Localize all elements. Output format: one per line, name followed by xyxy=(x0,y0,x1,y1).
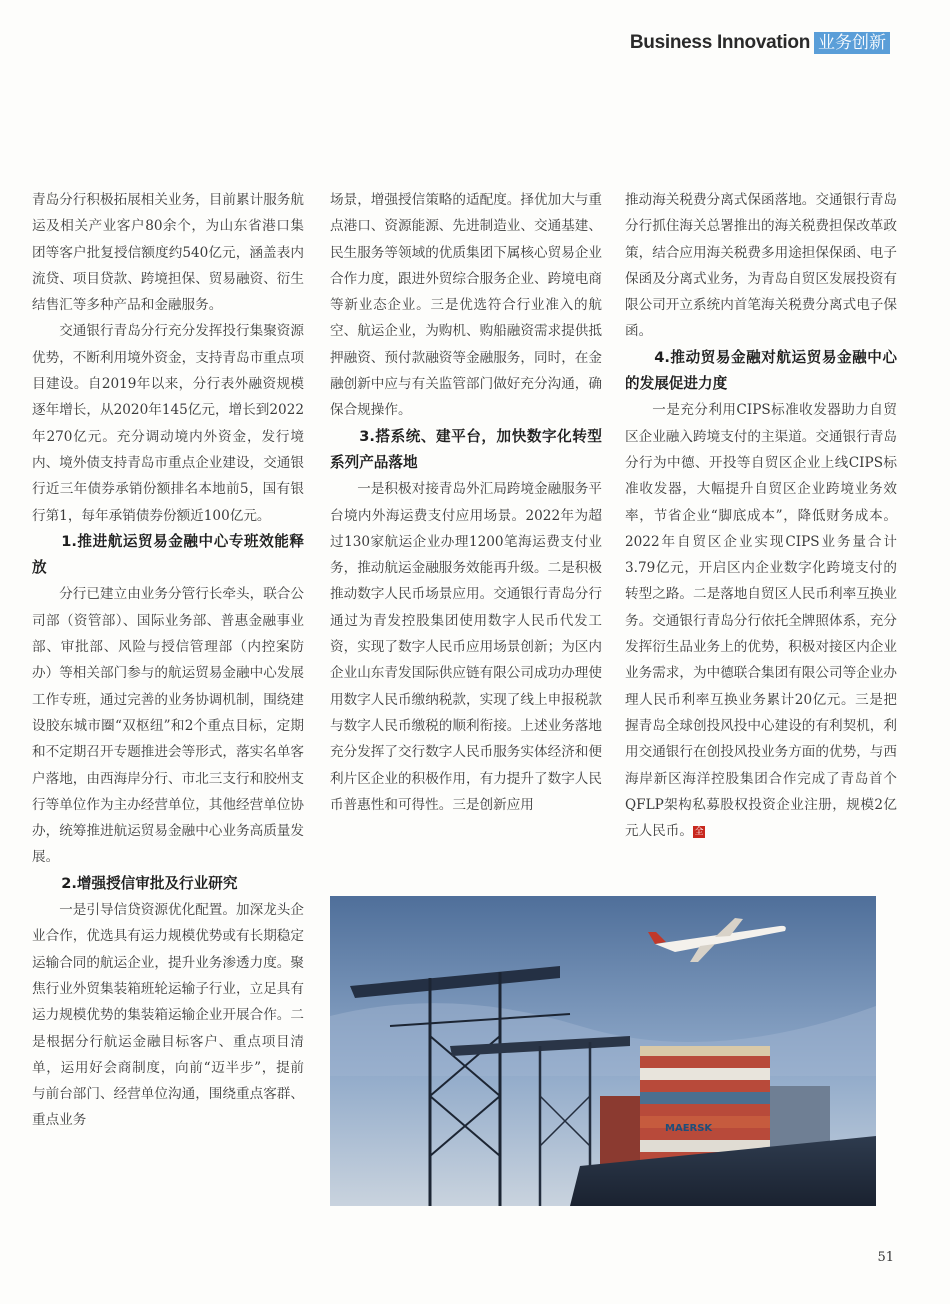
paragraph: 一是引导信贷资源优化配置。加深龙头企业合作，优选具有运力规模优势或有长期稳定运输合同的航运企业，提升业务渗透力度。聚焦行业外贸集装箱班轮运输子行业，立足具有运力规模优势的集装箱运输企业开展合作。二是根据分行航运金融目标客户、重点项目清单，运用好会商制度，向前“迈半步”，提前与前台部门、经营单位沟通，围绕重点客群、重点业务 xyxy=(32,902,304,1129)
section-heading-4: 4.推动贸易金融对航运贸易金融中心的发展促进力度 xyxy=(625,348,897,393)
paragraph: 推动海关税费分离式保函落地。交通银行青岛分行抓住海关总署推出的海关税费担保改革政策，结合应用海关税费多用途担保保函、电子保函及分离式业务，为青岛自贸区发展投资有限公司开立系统内首笔海关税费分离式电子保函。 xyxy=(625,192,897,340)
article-column-2 xyxy=(330,187,602,818)
paragraph xyxy=(625,397,897,844)
paragraph: 青岛分行积极拓展相关业务，目前累计服务航运及相关产业客户80余个，为山东省港口集团等客户批复授信额度约540亿元，涵盖表内流贷、项目贷款、跨境担保、贸易融资、衍生结售汇等多种产品和金融服务。 xyxy=(32,192,304,314)
page-header xyxy=(630,32,890,54)
section-heading-1: 1.推进航运贸易金融中心专班效能释放 xyxy=(32,532,304,577)
section-heading-3: 3.搭系统、建平台，加快数字化转型系列产品落地 xyxy=(330,427,602,471)
ship-name-label: MAERSK xyxy=(665,1123,713,1134)
article-column-1 xyxy=(32,187,304,1134)
paragraph: 场景，增强授信策略的适配度。择优加大与重点港口、资源能源、先进制造业、交通基建、民生服务等领域的优质集团下属核心贸易企业合作力度，跟进外贸综合服务企业、跨境电商等新业态企业。三是优选符合行业准入的航空、航运企业，为购机、购船融资需求提供抵押融资、预付款融资等金融服务，同时，在金融创新中应与有关监管部门做好充分沟通，确保合规操作。 xyxy=(330,192,602,419)
paragraph: 交通银行青岛分行充分发挥投行集聚资源优势，不断利用境外资金，支持青岛市重点项目建设。自2019年以来，分行表外融资规模逐年增长，从2020年145亿元，增长到2022年270亿元。充分调动境内外资金，发行境内、境外债支持青岛市重点企业建设，交通银行近三年债券承销份额排名本地前5，国有银行第1，每年承销债券份额近100亿元。 xyxy=(32,323,304,524)
page-number: 51 xyxy=(877,1250,894,1265)
section-heading-2: 2.增强授信审批及行业研究 xyxy=(61,874,238,892)
paragraph-text: 一是充分利用CIPS标准收发器助力自贸区企业融入跨境支付的主渠道。交通银行青岛分行为中德、开投等自贸区企业上线CIPS标准收发器，大幅提升自贸区企业跨境业务效率，节省企业“脚底成本”，降低财务成本。2022年自贸区企业实现CIPS业务量合计3.79亿元，开启区内企业数字化跨境支付的转型之路。二是落地自贸区人民币利率互换业务。交通银行青岛分行依托全牌照体系，充分发挥衍生品业务上的优势，积极对接区内企业业务需求，为中德联合集团有限公司等企业办理人民币利率互换业务累计20亿元。三是把握青岛全球创投风投中心建设的有利契机，利用交通银行在创投风投业务方面的优势，与西海岸新区海洋控股集团合作完成了青岛首个QFLP架构私募股权投资企业注册，规模2亿元人民币。 xyxy=(625,402,897,840)
header-title-en: Business Innovation xyxy=(629,32,810,53)
paragraph: 分行已建立由业务分管行长牵头，联合公司部（资管部）、国际业务部、普惠金融事业部、审批部、风险与授信管理部（内控案防办）等相关部门参与的航运贸易金融中心发展工作专班，通过完善的业务协调机制，围绕建设胶东城市圈“双枢纽”和2个重点目标，定期和不定期召开专题推进会等形式，落实名单客户落地，由西海岸分行、市北三支行和胶州支行等单位作为主办经营单位，其他经营单位协办，统筹推进航运贸易金融中心业务高质量发展。 xyxy=(32,586,304,866)
header-title-zh: 业务创新 xyxy=(814,32,890,54)
port-photo xyxy=(330,896,876,1206)
end-mark-icon: 全 xyxy=(694,826,704,837)
paragraph: 一是积极对接青岛外汇局跨境金融服务平台境内外海运费支付应用场景。2022年为超过130家航运企业办理1200笔海运费支付业务，推动航运金融服务效能再升级。二是积极推动数字人民币场景应用。交通银行青岛分行通过为青发控股集团使用数字人民币代发工资，实现了数字人民币应用场景创新；为区内企业山东青发国际供应链有限公司成功办理使用数字人民币缴纳税款，实现了线上申报税款与数字人民币缴税的顺利衔接。上述业务落地充分发挥了交行数字人民币服务实体经济和便利片区企业的积极作用，有力提升了数字人民币普惠性和可得性。三是创新应用 xyxy=(330,481,602,813)
article-column-3 xyxy=(625,187,897,844)
